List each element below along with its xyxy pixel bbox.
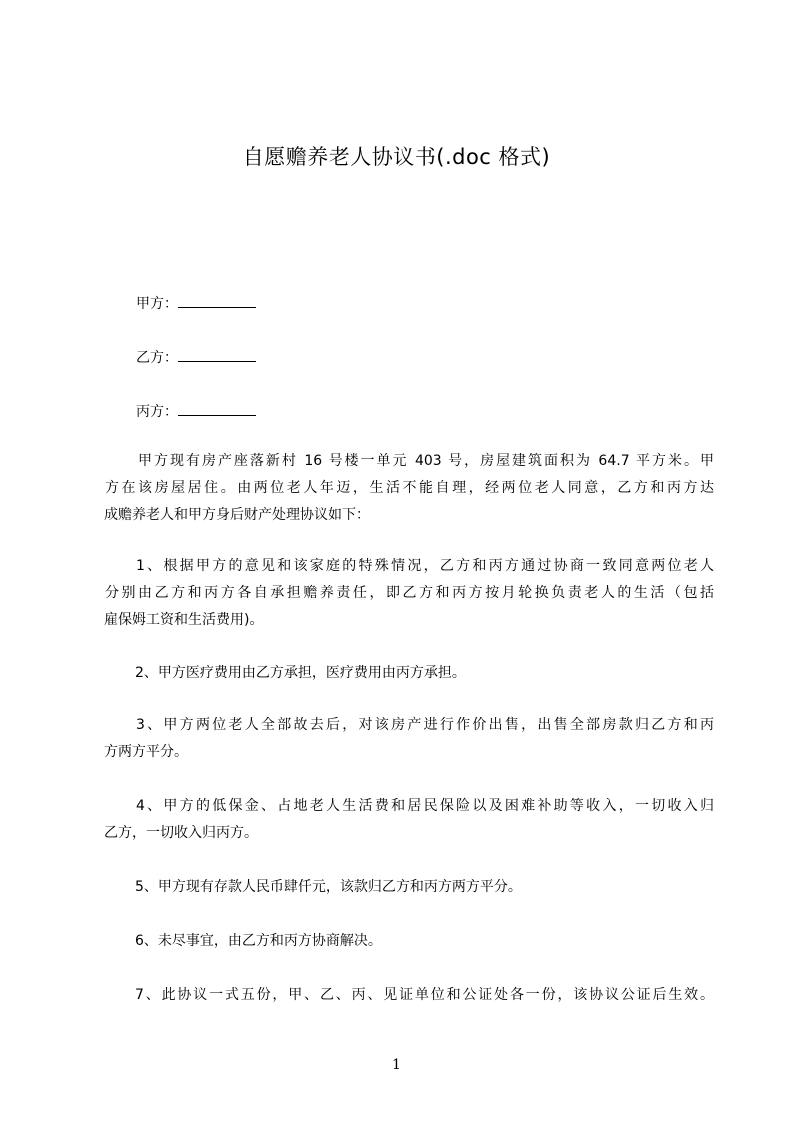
clause-4-line: 乙方，一切收入归丙方。 [104, 825, 258, 841]
party-a-label: 甲方： [136, 296, 178, 312]
party-c-blank [178, 401, 256, 416]
party-c-field [136, 401, 256, 421]
clause-7-line: 7、此协议一式五份，甲、乙、丙、见证单位和公证处各一份，该协议公证后生效。 [135, 987, 714, 1003]
page-number: 1 [392, 1057, 401, 1073]
intro-paragraph [104, 448, 714, 529]
clause-1 [104, 553, 714, 634]
clause-4-line: 4、甲方的低保金、占地老人生活费和居民保险以及困难补助等收入，一切收入归 [136, 798, 714, 814]
party-b-field [136, 347, 256, 367]
intro-line: 成赡养老人和甲方身后财产处理协议如下： [104, 507, 370, 523]
clause-3 [104, 712, 714, 766]
intro-line: 甲方现有房产座落新村 16 号楼一单元 403 号，房屋建筑面积为 64.7 平方米。甲 [138, 453, 714, 469]
party-a-blank [178, 293, 256, 308]
clause-1-line: 分别由乙方和丙方各自承担赡养责任，即乙方和丙方按月轮换负责老人的生活（包括 [105, 585, 714, 601]
clause-6-line: 6、未尽事宜，由乙方和丙方协商解决。 [135, 933, 382, 949]
clause-5 [104, 874, 714, 901]
clause-3-line: 3、甲方两位老人全部故去后，对该房产进行作价出售，出售全部房款归乙方和丙 [136, 717, 714, 733]
party-b-blank [178, 347, 256, 362]
clause-1-line: 1、根据甲方的意见和该家庭的特殊情况，乙方和丙方通过协商一致同意两位老人 [136, 558, 714, 574]
clause-3-line: 方两方平分。 [104, 744, 188, 760]
clause-2-line: 2、甲方医疗费用由乙方承担，医疗费用由丙方承担。 [135, 665, 466, 681]
clause-1-line: 雇保姆工资和生活费用)。 [104, 612, 264, 628]
clause-2 [104, 660, 714, 687]
intro-line: 方在该房屋居住。由两位老人年迈，生活不能自理，经两位老人同意，乙方和丙方达 [105, 480, 714, 496]
clause-7 [104, 982, 714, 1009]
document-title: 自愿赡养老人协议书(.doc 格式) [242, 145, 551, 169]
party-c-label: 丙方： [136, 404, 178, 420]
party-b-label: 乙方： [136, 350, 178, 366]
clause-6 [104, 928, 714, 955]
clause-5-line: 5、甲方现有存款人民币肆仟元，该款归乙方和丙方两方平分。 [135, 879, 522, 895]
party-a-field [136, 293, 256, 313]
clause-4 [104, 793, 714, 847]
